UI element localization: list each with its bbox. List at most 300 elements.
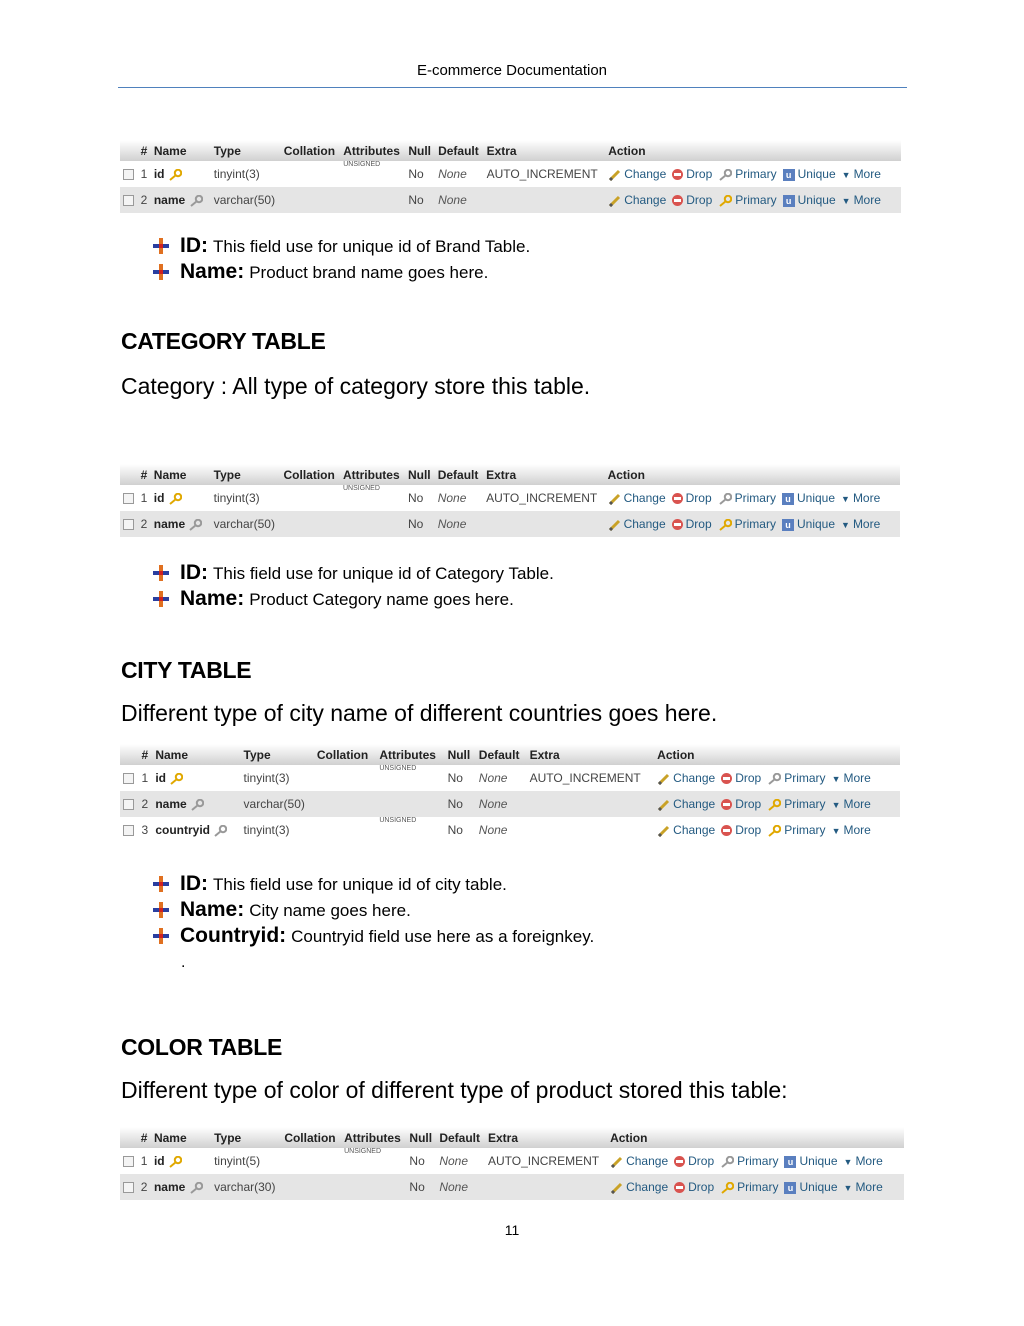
drop-icon (674, 1182, 685, 1193)
column-header: # (138, 140, 151, 161)
drop-button[interactable] (672, 491, 712, 505)
drop-icon (672, 519, 683, 530)
unique-icon: u (782, 519, 794, 531)
field-name: id (155, 771, 166, 785)
field-attributes: UNSIGNED (344, 1148, 382, 1155)
key-icon (187, 797, 207, 811)
primary-button[interactable] (718, 517, 776, 531)
more-button[interactable] (842, 193, 881, 207)
field-type-cell (241, 817, 314, 843)
field-type: varchar(50) (213, 193, 276, 207)
field-attributes: UNSIGNED (342, 485, 380, 492)
city-field-notes (152, 871, 594, 949)
bullet-term: ID: (180, 561, 208, 584)
bullet-item (152, 233, 530, 259)
table-row (120, 187, 901, 213)
field-null-cell (445, 791, 476, 817)
table-row (120, 511, 900, 537)
column-header: Type (211, 464, 281, 485)
pencil-icon (608, 491, 624, 505)
field-extra-cell (485, 1148, 607, 1174)
field-name: id (153, 1154, 165, 1168)
chevron-down-icon: ▼ (831, 773, 841, 784)
table-row (120, 817, 900, 843)
field-null-cell (445, 765, 476, 791)
action-cell (605, 161, 901, 187)
change-button[interactable] (657, 771, 715, 785)
chevron-down-icon: ▼ (841, 195, 851, 206)
drop-icon (721, 799, 732, 810)
action-cell (605, 511, 900, 537)
more-label: More (843, 797, 871, 811)
bullet-term: Name: (180, 898, 245, 921)
field-collation-cell (280, 485, 339, 511)
column-header: Collation (281, 1127, 341, 1148)
key-icon (185, 517, 205, 531)
drop-button[interactable] (721, 823, 761, 837)
row-checkbox[interactable] (123, 825, 134, 836)
drop-label: Drop (735, 771, 762, 785)
field-name: id (153, 167, 165, 181)
field-default-cell (436, 1148, 485, 1174)
change-button[interactable] (657, 797, 715, 811)
change-label: Change (673, 797, 716, 811)
color-structure-table (120, 1127, 904, 1200)
key-icon (165, 167, 185, 181)
action-cell (605, 187, 901, 213)
primary-label: Primary (784, 823, 826, 837)
pencil-icon (657, 823, 673, 837)
field-attributes-cell (340, 161, 405, 187)
field-extra: AUTO_INCREMENT (529, 771, 641, 785)
column-header: Attributes (340, 140, 405, 161)
change-label: Change (624, 193, 667, 207)
change-label: Change (623, 517, 666, 531)
bullet-term: ID: (180, 872, 208, 895)
brand-field-notes (152, 233, 530, 285)
bullet-arrow-icon (152, 236, 170, 252)
row-number: 3 (141, 823, 149, 837)
field-default: None (438, 193, 467, 207)
row-number-cell (138, 1148, 151, 1174)
row-number: 2 (140, 517, 148, 531)
field-attributes-cell (341, 1174, 406, 1200)
unique-label: Unique (799, 1180, 838, 1194)
field-type-cell (211, 511, 281, 537)
row-number-cell (139, 765, 153, 791)
field-attributes-cell (341, 1148, 406, 1174)
field-type-cell (211, 161, 281, 187)
row-number: 1 (140, 491, 148, 505)
field-extra-cell (527, 791, 655, 817)
row-checkbox[interactable] (123, 169, 134, 180)
field-collation-cell (281, 187, 341, 213)
city-structure-table (120, 744, 900, 843)
bullet-item (152, 560, 554, 586)
row-checkbox-cell (120, 1174, 138, 1200)
drop-button[interactable] (674, 1154, 714, 1168)
field-attributes-cell (340, 511, 405, 537)
chevron-down-icon: ▼ (831, 799, 841, 810)
column-header (120, 140, 138, 161)
field-attributes: UNSIGNED (379, 765, 417, 772)
primary-label: Primary (735, 167, 777, 181)
primary-button[interactable] (720, 1154, 778, 1168)
color-description: Different type of color of different type of product stored this table: (121, 1077, 788, 1103)
column-header: Name (151, 1127, 211, 1148)
column-header: Action (654, 744, 900, 765)
row-checkbox[interactable] (123, 1182, 134, 1193)
field-collation-cell (314, 817, 376, 843)
table-row (120, 791, 900, 817)
field-name: id (153, 491, 165, 505)
more-button[interactable] (832, 797, 871, 811)
field-null: No (409, 1154, 425, 1168)
primary-key-icon (720, 1180, 737, 1194)
bullet-item (152, 871, 594, 897)
row-number-cell (138, 485, 151, 511)
change-button[interactable] (610, 1154, 668, 1168)
field-name-cell (151, 485, 211, 511)
field-collation-cell (280, 511, 339, 537)
field-default-cell (435, 161, 483, 187)
drop-button[interactable] (672, 193, 712, 207)
pencil-icon (657, 771, 673, 785)
primary-label: Primary (737, 1180, 779, 1194)
primary-key-icon (767, 823, 784, 837)
field-name-cell (151, 1148, 211, 1174)
field-name-cell (151, 161, 211, 187)
primary-label: Primary (734, 517, 776, 531)
field-collation-cell (281, 161, 341, 187)
row-checkbox-cell (120, 1148, 138, 1174)
field-default: None (478, 771, 508, 785)
color-heading: COLOR TABLE (121, 1034, 283, 1060)
more-label: More (853, 167, 881, 181)
field-default: None (478, 797, 508, 811)
action-cell (607, 1148, 904, 1174)
field-name-cell (151, 187, 211, 213)
trailing-dot: . (181, 954, 186, 971)
row-number: 1 (140, 1154, 148, 1168)
row-checkbox-cell (120, 161, 138, 187)
unique-button[interactable] (784, 1154, 837, 1168)
drop-button[interactable] (721, 771, 761, 785)
more-label: More (855, 1180, 883, 1194)
field-type-cell (211, 485, 281, 511)
unique-button[interactable] (782, 491, 835, 505)
field-default-cell (476, 817, 527, 843)
field-null: No (409, 1180, 425, 1194)
column-header: Default (435, 464, 483, 485)
category-structure-table (120, 464, 900, 537)
primary-button[interactable] (718, 193, 776, 207)
table-header-row (120, 744, 900, 765)
more-button[interactable] (841, 491, 880, 505)
primary-key-icon (767, 797, 784, 811)
more-button[interactable] (832, 771, 871, 785)
more-label: More (853, 193, 881, 207)
bullet-text: This field use for unique id of city table. (213, 875, 507, 894)
unique-label: Unique (796, 491, 836, 505)
column-header (120, 1127, 138, 1148)
field-type-cell (211, 187, 281, 213)
bullet-text: City name goes here. (249, 901, 411, 920)
column-header: Action (605, 140, 901, 161)
city-heading: CITY TABLE (121, 657, 252, 683)
field-null: No (408, 167, 424, 181)
pencil-icon (608, 517, 624, 531)
column-header: Action (605, 464, 900, 485)
field-extra: AUTO_INCREMENT (486, 491, 598, 505)
field-type: tinyint(3) (243, 771, 290, 785)
key-icon (210, 823, 230, 837)
unique-icon: u (783, 169, 795, 181)
row-checkbox[interactable] (123, 519, 134, 530)
field-null: No (447, 823, 463, 837)
field-type-cell (241, 765, 314, 791)
table-row (120, 1148, 904, 1174)
more-button[interactable] (844, 1180, 883, 1194)
primary-key-icon (718, 193, 735, 207)
primary-button[interactable] (718, 491, 776, 505)
column-header: Extra (527, 744, 655, 765)
field-type: varchar(50) (243, 797, 305, 811)
more-button[interactable] (832, 823, 871, 837)
chevron-down-icon: ▼ (841, 493, 850, 504)
unique-label: Unique (797, 167, 836, 181)
field-default: None (439, 1154, 468, 1168)
more-label: More (852, 517, 881, 531)
more-label: More (855, 1154, 883, 1168)
brand-structure-table (120, 140, 901, 213)
action-cell (654, 791, 900, 817)
row-checkbox-cell (120, 485, 138, 511)
row-checkbox[interactable] (123, 1156, 134, 1167)
field-extra-cell (485, 1174, 607, 1200)
change-button[interactable] (608, 193, 666, 207)
change-button[interactable] (608, 517, 666, 531)
field-collation-cell (314, 765, 376, 791)
change-button[interactable] (608, 491, 666, 505)
field-null-cell (406, 1148, 436, 1174)
drop-icon (721, 825, 732, 836)
primary-label: Primary (737, 1154, 779, 1168)
primary-key-icon (718, 167, 735, 181)
bullet-text: This field use for unique id of Category Table. (213, 564, 554, 583)
field-name-cell (152, 817, 240, 843)
bullet-arrow-icon (152, 262, 170, 278)
primary-label: Primary (734, 491, 776, 505)
more-label: More (852, 491, 881, 505)
row-checkbox[interactable] (123, 195, 134, 206)
field-name-cell (152, 791, 240, 817)
row-checkbox-cell (120, 511, 138, 537)
field-name: name (153, 517, 186, 531)
drop-button[interactable] (672, 167, 712, 181)
field-attributes-cell (376, 791, 444, 817)
column-header: Collation (281, 140, 341, 161)
field-type: tinyint(3) (243, 823, 290, 837)
field-name: name (155, 797, 187, 811)
more-button[interactable] (841, 517, 880, 531)
change-label: Change (624, 167, 667, 181)
header-divider (118, 87, 907, 88)
change-button[interactable] (608, 167, 666, 181)
bullet-arrow-icon (152, 900, 170, 916)
field-extra-cell (483, 485, 604, 511)
change-button[interactable] (657, 823, 715, 837)
field-name-cell (152, 765, 240, 791)
field-type-cell (211, 1174, 281, 1200)
drop-button[interactable] (674, 1180, 714, 1194)
row-checkbox[interactable] (123, 773, 134, 784)
column-header: Extra (485, 1127, 607, 1148)
field-default: None (478, 823, 508, 837)
drop-button[interactable] (672, 517, 712, 531)
column-header: # (138, 464, 151, 485)
change-label: Change (623, 491, 666, 505)
field-collation-cell (281, 1148, 341, 1174)
table-header-row (120, 1127, 904, 1148)
field-default-cell (435, 511, 483, 537)
row-checkbox[interactable] (123, 493, 134, 504)
bullet-arrow-icon (152, 874, 170, 890)
field-null: No (407, 491, 424, 505)
row-number-cell (138, 511, 151, 537)
field-default-cell (435, 485, 483, 511)
bullet-item (152, 923, 594, 949)
row-number: 1 (140, 167, 148, 181)
primary-button[interactable] (720, 1180, 778, 1194)
drop-label: Drop (685, 491, 712, 505)
unique-button[interactable] (782, 517, 835, 531)
table-row (120, 1174, 904, 1200)
pencil-icon (610, 1154, 626, 1168)
field-null-cell (406, 1174, 436, 1200)
category-description: Category : All type of category store this table. (121, 373, 591, 399)
chevron-down-icon: ▼ (843, 1156, 853, 1167)
field-default-cell (435, 187, 483, 213)
pencil-icon (657, 797, 673, 811)
column-header: Type (211, 140, 281, 161)
column-header: Attributes (340, 464, 405, 485)
change-button[interactable] (610, 1180, 668, 1194)
unique-label: Unique (799, 1154, 838, 1168)
unique-label: Unique (797, 193, 836, 207)
row-checkbox-cell (120, 817, 139, 843)
table-row (120, 765, 900, 791)
field-type-cell (241, 791, 314, 817)
primary-button[interactable] (767, 797, 825, 811)
field-null-cell (405, 187, 435, 213)
column-header: Collation (280, 464, 339, 485)
city-description: Different type of city name of different countries goes here. (121, 700, 718, 726)
more-label: More (843, 771, 871, 785)
drop-label: Drop (735, 823, 762, 837)
bullet-arrow-icon (152, 589, 170, 605)
bullet-term: Countryid: (180, 924, 287, 947)
primary-button[interactable] (767, 771, 825, 785)
column-header: Type (211, 1127, 281, 1148)
field-name-cell (151, 511, 211, 537)
primary-button[interactable] (767, 823, 825, 837)
field-default: None (437, 491, 467, 505)
chevron-down-icon: ▼ (841, 169, 851, 180)
primary-label: Primary (784, 771, 826, 785)
unique-button[interactable] (783, 167, 836, 181)
column-header: Type (241, 744, 314, 765)
action-cell (605, 485, 900, 511)
field-default-cell (476, 765, 527, 791)
chevron-down-icon: ▼ (843, 1182, 853, 1193)
table-header-row (120, 140, 901, 161)
primary-label: Primary (735, 193, 777, 207)
row-checkbox-cell (120, 791, 139, 817)
bullet-arrow-icon (152, 563, 170, 579)
pencil-icon (608, 193, 624, 207)
field-default: None (439, 1180, 468, 1194)
field-extra-cell (527, 817, 655, 843)
field-collation-cell (314, 791, 376, 817)
field-default-cell (476, 791, 527, 817)
field-extra-cell (527, 765, 655, 791)
page-header-title: E-commerce Documentation (416, 62, 608, 79)
field-null: No (447, 771, 463, 785)
field-attributes: UNSIGNED (379, 817, 417, 824)
action-cell (607, 1174, 904, 1200)
primary-key-icon (718, 491, 735, 505)
column-header: Name (151, 140, 211, 161)
column-header: Extra (484, 140, 606, 161)
field-type: varchar(50) (213, 517, 275, 531)
table-row (120, 485, 900, 511)
unique-button[interactable] (784, 1180, 837, 1194)
row-number-cell (138, 187, 151, 213)
key-icon (164, 491, 184, 505)
column-header: Name (151, 464, 211, 485)
more-button[interactable] (842, 167, 881, 181)
row-number-cell (138, 1174, 151, 1200)
primary-button[interactable] (718, 167, 776, 181)
more-button[interactable] (844, 1154, 883, 1168)
key-icon (166, 771, 186, 785)
row-checkbox-cell (120, 187, 138, 213)
primary-label: Primary (784, 797, 826, 811)
field-extra-cell (484, 187, 606, 213)
row-checkbox-cell (120, 765, 139, 791)
field-attributes: UNSIGNED (343, 161, 381, 168)
pencil-icon (610, 1180, 626, 1194)
bullet-text: This field use for unique id of Brand Table. (213, 237, 531, 256)
unique-icon: u (784, 1156, 796, 1168)
primary-key-icon (718, 517, 735, 531)
drop-button[interactable] (721, 797, 761, 811)
field-null-cell (405, 485, 435, 511)
unique-button[interactable] (783, 193, 836, 207)
field-type: tinyint(3) (213, 491, 260, 505)
chevron-down-icon: ▼ (841, 519, 850, 530)
column-header: Default (435, 140, 483, 161)
change-label: Change (626, 1180, 669, 1194)
primary-key-icon (720, 1154, 737, 1168)
row-checkbox[interactable] (123, 799, 134, 810)
key-icon (185, 1180, 205, 1194)
pencil-icon (608, 167, 624, 181)
field-attributes-cell (376, 765, 444, 791)
field-attributes-cell (340, 485, 405, 511)
row-number-cell (139, 817, 153, 843)
